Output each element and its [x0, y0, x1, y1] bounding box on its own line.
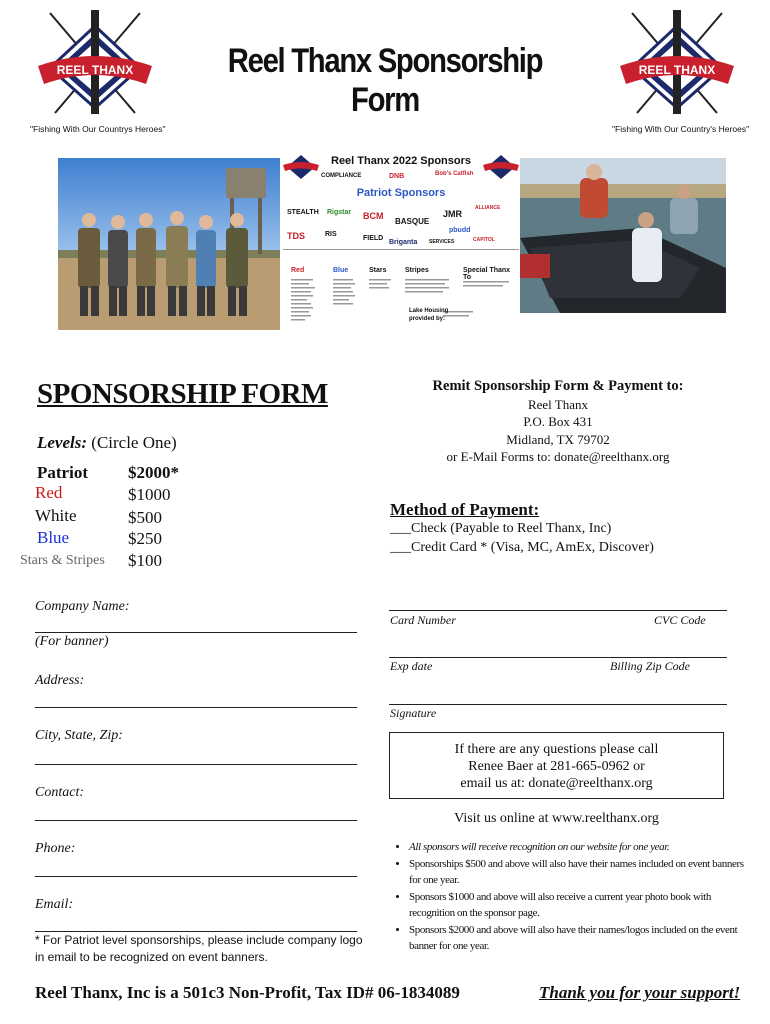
motto-left: "Fishing With Our Countrys Heroes" — [30, 124, 166, 134]
signature-label: Signature — [390, 706, 437, 720]
questions-line-3: email us at: donate@reelthanx.org — [460, 776, 653, 791]
patriot-footnote: * For Patriot level sponsorships, please include company logo in email to be recognized on event banners. — [35, 933, 363, 964]
for-banner-label: (For banner) — [35, 634, 109, 649]
signature-field[interactable] — [389, 704, 727, 705]
flyer-brand-2: DNB — [389, 173, 405, 180]
flyer-col-special: Special Thanx To — [463, 267, 511, 281]
nonprofit-statement: Reel Thanx, Inc is a 501c3 Non-Profit, Tax ID# 06-1834089 — [35, 983, 460, 1002]
flyer-brand-alliance: ALLIANCE — [475, 205, 501, 211]
level-patriot[interactable]: Patriot — [37, 463, 88, 482]
benefit-item: • Sponsors $1000 and above will also receive a current year photo book with recognition on the sponsor page. — [409, 889, 749, 921]
company-name-field[interactable] — [35, 632, 357, 633]
flyer-col-stripes: Stripes — [405, 267, 429, 274]
levels-label — [37, 433, 177, 453]
benefit-item: • Sponsors $2000 and above will also have their names/logos included on the event banner for one year. — [409, 922, 749, 954]
level-white[interactable]: White — [35, 506, 77, 525]
level-stars-stripes[interactable]: Stars & Stripes — [20, 553, 105, 568]
payment-check-option[interactable]: ___Check (Payable to Reel Thanx, Inc) — [390, 521, 612, 536]
level-blue[interactable]: Blue — [37, 528, 70, 547]
flyer-brand-field: FIELD — [363, 235, 384, 242]
flyer-brand-services: SERVICES — [429, 239, 455, 245]
payment-card-option[interactable]: ___Credit Card * (Visa, MC, AmEx, Discover) — [390, 540, 654, 555]
city-state-zip-field[interactable] — [35, 764, 357, 765]
flyer-brand-capitol: CAPITOL — [473, 237, 495, 243]
flyer-brand-jmr: JMR — [443, 209, 463, 219]
address-field[interactable] — [35, 707, 357, 708]
logo-text: REEL THANX — [56, 63, 134, 77]
billing-zip-label: Billing Zip Code — [610, 659, 691, 673]
flyer-note: Lake Housing provided by: — [409, 308, 449, 322]
levels-title: Levels: — [37, 433, 88, 452]
benefit-item: • Sponsorships $500 and above will also have their names included on event banners for one year. — [409, 856, 749, 888]
logo-text: REEL THANX — [638, 63, 716, 77]
remit-line-4: or E-Mail Forms to: donate@reelthanx.org — [446, 449, 670, 464]
company-name-label: Company Name: — [35, 599, 130, 614]
exp-date-label: Exp date — [390, 659, 433, 673]
boat-photo — [520, 158, 726, 313]
flyer-subtitle: Patriot Sponsors — [356, 187, 446, 199]
exp-date-field[interactable] — [389, 657, 727, 658]
sponsorship-form-heading: SPONSORSHIP FORM — [37, 378, 328, 410]
address-label: Address: — [35, 673, 85, 688]
levels-hint: (Circle One) — [91, 433, 177, 452]
reel-thanx-logo-left — [30, 8, 160, 118]
city-state-zip-label: City, State, Zip: — [35, 728, 123, 743]
level-blue-amount[interactable]: $250 — [128, 529, 162, 548]
phone-label: Phone: — [35, 841, 76, 856]
visit-website[interactable]: Visit us online at www.reelthanx.org — [454, 811, 659, 826]
flyer-title: Reel Thanx 2022 Sponsors — [331, 155, 471, 167]
thank-you-message: Thank you for your support! — [539, 983, 741, 1002]
phone-field[interactable] — [35, 876, 357, 877]
flyer-brand-rigstar: Rigstar — [327, 209, 352, 216]
questions-line-1: If there are any questions please call — [454, 742, 659, 757]
flyer-col-red: Red — [291, 267, 305, 274]
flyer-sponsor-list — [283, 277, 519, 337]
flyer-col-blue: Blue — [333, 267, 349, 274]
card-number-field[interactable] — [389, 610, 727, 611]
level-patriot-amount[interactable]: $2000* — [128, 463, 179, 482]
reel-thanx-logo-right — [612, 8, 742, 118]
questions-box — [389, 732, 724, 799]
remit-line-3: Midland, TX 79702 — [506, 431, 610, 447]
questions-line-2: Renee Baer at 281-665-0962 or — [468, 759, 645, 774]
sponsor-flyer — [283, 153, 519, 337]
level-white-amount[interactable]: $500 — [128, 508, 162, 527]
method-of-payment-title: Method of Payment: — [390, 500, 540, 519]
level-stars-stripes-amount[interactable]: $100 — [128, 551, 162, 570]
flyer-brand-stealth: STEALTH — [287, 209, 319, 216]
flyer-brand-ris: RIS — [325, 231, 337, 238]
level-red-amount[interactable]: $1000 — [128, 485, 171, 504]
cvc-label: CVC Code — [654, 613, 706, 627]
flyer-brand-pbudd: pbudd — [449, 227, 471, 234]
flyer-brand-basque: BASQUE — [395, 217, 430, 226]
benefit-item: • All sponsors will receive recognition on our website for one year. — [409, 839, 749, 855]
page-title: Reel Thanx Sponsorship Form — [227, 42, 543, 119]
level-red[interactable]: Red — [35, 483, 63, 502]
contact-field[interactable] — [35, 820, 357, 821]
remit-title: Remit Sponsorship Form & Payment to: — [432, 378, 684, 394]
remit-block — [392, 378, 724, 466]
email-label: Email: — [35, 897, 74, 912]
flyer-brand-tds: TDS — [287, 231, 305, 241]
benefits-list — [393, 839, 749, 955]
flyer-brand-bcm: BCM — [363, 211, 384, 221]
flyer-brand-3: Bob's Catfish — [435, 171, 474, 177]
flyer-brand-briganta: Briganta — [389, 239, 418, 246]
group-photo — [58, 158, 280, 330]
flyer-brand-1: COMPLIANCE — [321, 173, 362, 179]
flyer-col-stars: Stars — [369, 267, 387, 274]
contact-label: Contact: — [35, 785, 84, 800]
motto-right: "Fishing With Our Country's Heroes" — [612, 124, 750, 134]
remit-line-1: Reel Thanx — [527, 396, 589, 412]
remit-line-2: P.O. Box 431 — [523, 414, 593, 429]
card-number-label: Card Number — [390, 613, 456, 627]
